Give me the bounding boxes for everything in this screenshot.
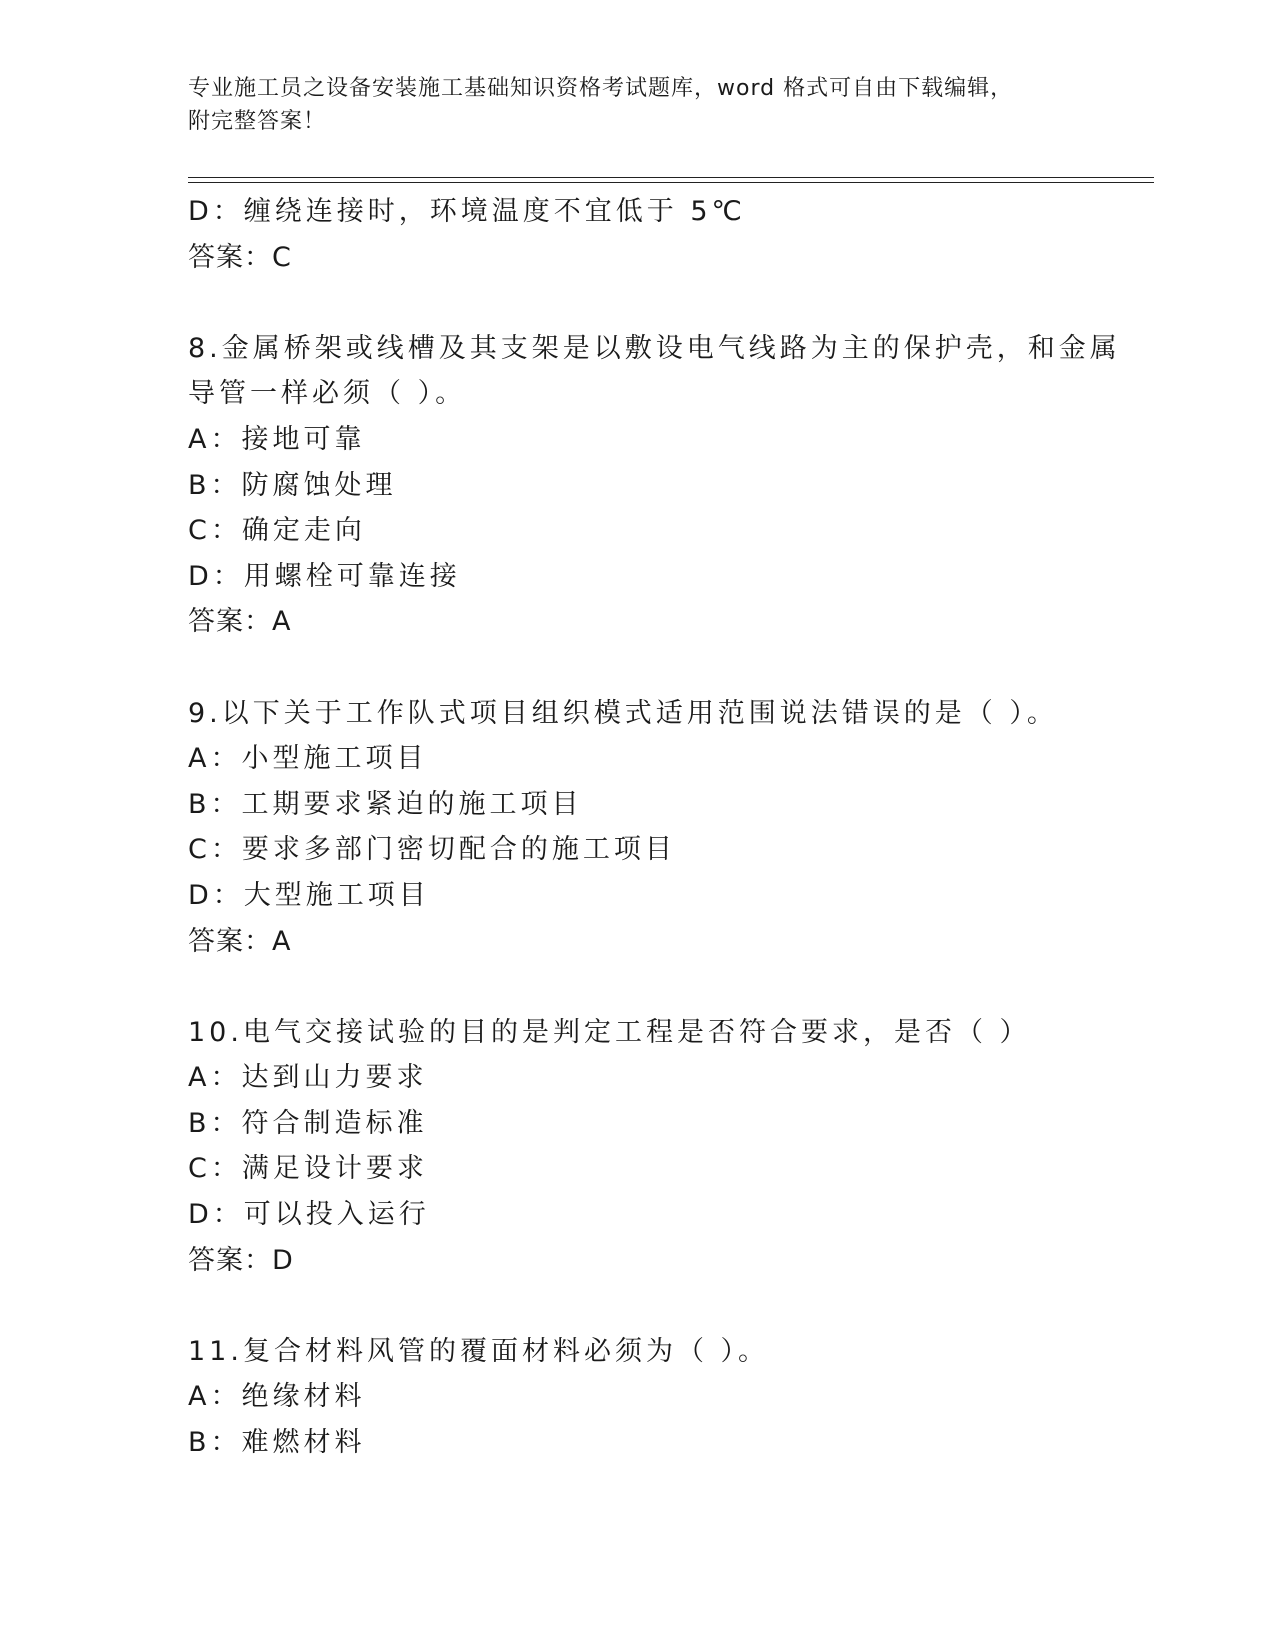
header-line-2: 附完整答案！ bbox=[188, 109, 327, 134]
question-stem: 11.复合材料风管的覆面材料必须为（ ）。 bbox=[188, 1335, 770, 1367]
question-stem: 10.电气交接试验的目的是判定工程是否符合要求，是否（ ） bbox=[188, 1016, 1031, 1048]
option-d: D：大型施工项目 bbox=[188, 879, 430, 911]
option-a: A：达到山力要求 bbox=[188, 1062, 428, 1094]
spacer bbox=[188, 645, 1148, 691]
spacer bbox=[188, 280, 1148, 326]
option-a: A：小型施工项目 bbox=[188, 743, 428, 775]
option-d: D：可以投入运行 bbox=[188, 1199, 430, 1231]
question-7-tail bbox=[188, 189, 1148, 280]
option-c: C：确定走向 bbox=[188, 515, 366, 547]
answer: 答案：D bbox=[188, 1244, 294, 1276]
question-stem: 8.金属桥架或线槽及其支架是以敷设电气线路为主的保护壳，和金属 bbox=[188, 332, 1121, 364]
question-stem: 9.以下关于工作队式项目组织模式适用范围说法错误的是（ ）。 bbox=[188, 697, 1058, 729]
document-header bbox=[188, 72, 1088, 138]
option-a: A：接地可靠 bbox=[188, 423, 366, 455]
answer: 答案：C bbox=[188, 241, 292, 273]
option-c: C：满足设计要求 bbox=[188, 1153, 428, 1185]
option-b: B：难燃材料 bbox=[188, 1427, 366, 1459]
option-c: C：要求多部门密切配合的施工项目 bbox=[188, 834, 676, 866]
option-b: B：防腐蚀处理 bbox=[188, 469, 397, 501]
answer: 答案：A bbox=[188, 606, 292, 638]
question-list bbox=[188, 189, 1148, 1466]
header-divider-top bbox=[188, 177, 1154, 178]
option-b: B：工期要求紧迫的施工项目 bbox=[188, 788, 583, 820]
question-11 bbox=[188, 1329, 1148, 1466]
option-d: D：缠绕连接时，环境温度不宜低于 5℃ bbox=[188, 196, 746, 227]
header-divider-bottom bbox=[188, 182, 1154, 183]
header-line-1: 专业施工员之设备安装施工基础知识资格考试题库，word 格式可自由下载编辑， bbox=[188, 76, 1014, 101]
spacer bbox=[188, 1283, 1148, 1329]
option-a: A：绝缘材料 bbox=[188, 1381, 366, 1413]
spacer bbox=[188, 964, 1148, 1010]
question-8 bbox=[188, 326, 1148, 645]
question-10 bbox=[188, 1010, 1148, 1284]
option-b: B：符合制造标准 bbox=[188, 1107, 428, 1139]
option-d: D：用螺栓可靠连接 bbox=[188, 560, 461, 592]
question-stem-continued: 导管一样必须（ ）。 bbox=[188, 378, 467, 410]
question-9 bbox=[188, 691, 1148, 965]
answer: 答案：A bbox=[188, 925, 292, 957]
